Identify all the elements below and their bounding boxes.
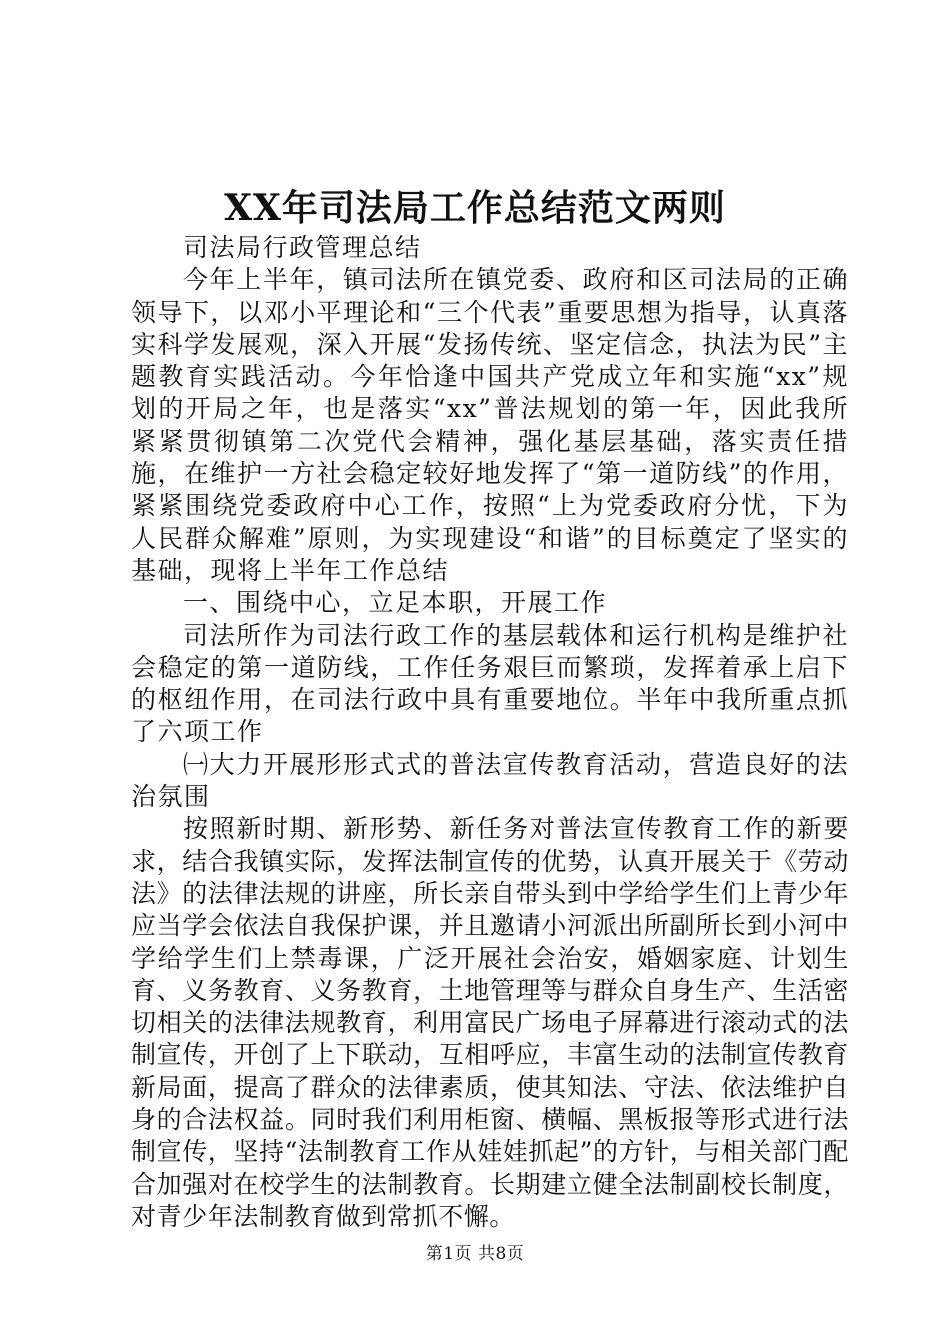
paragraph-intro: 今年上半年，镇司法所在镇党委、政府和区司法局的正确领导下，以邓小平理论和“三个代表”重要思想为指导，认真落实科学发展观，深入开展“发扬传统、坚定信念，执法为民”主题教育实践活动。今年恰逢中国共产党成立年和实施“xx”规划的开局之年，也是落实“xx”普法规划的第一年，因此我所紧紧贯彻镇第二次党代会精神，强化基层基础，落实责任措施，在维护一方社会稳定较好地发挥了“第一道防线”的作用，紧紧围绕党委政府中心工作，按照“上为党委政府分忧，下为人民群众解难”原则，为实现建设“和谐”的目标奠定了坚实的基础，现将上半年工作总结 bbox=[131, 265, 849, 585]
paragraph-subtitle: 司法局行政管理总结 bbox=[183, 233, 422, 262]
subsection-heading-1: ㈠大力开展形形式式的普法宣传教育活动，营造良好的法治氛围 bbox=[131, 749, 849, 812]
section-heading-1: 一、围绕中心，立足本职，开展工作 bbox=[183, 588, 608, 618]
paragraph-section-1: 司法所作为司法行政工作的基层载体和运行机构是维护社会稳定的第一道防线，工作任务艰巨而繁琐，发挥着承上启下的枢纽作用，在司法行政中具有重要地位。半年中我所重点抓了六项工作 bbox=[131, 620, 849, 747]
paragraph-subsection-1: 按照新时期、新形势、新任务对普法宣传教育工作的新要求，结合我镇实际，发挥法制宣传的优势，认真开展关于《劳动法》的法律法规的讲座，所长亲自带头到中学给学生们上青少年应当学会依法自我保护课，并且邀请小河派出所副所长到小河中学给学生们上禁毒课，广泛开展社会治安，婚姻家庭、计划生育、义务教育、义务教育，土地管理等与群众自身生产、生活密切相关的法律法规教育，利用富民广场电子屏幕进行滚动式的法制宣传，开创了上下联动，互相呼应，丰富生动的法制宣传教育新局面，提高了群众的法律素质，使其知法、守法、依法维护自身的合法权益。同时我们利用柜窗、横幅、黑板报等形式进行法制宣传，坚持“法制教育工作从娃娃抓起”的方针，与相关部门配合加强对在校学生的法制教育。长期建立健全法制副校长制度，对青少年法制教育做到常抓不懈。 bbox=[131, 814, 849, 1231]
page-footer: 第1页 共8页 bbox=[425, 1244, 525, 1264]
document-title: XX年司法局工作总结范文两则 bbox=[224, 187, 726, 229]
document-body bbox=[131, 232, 849, 1233]
